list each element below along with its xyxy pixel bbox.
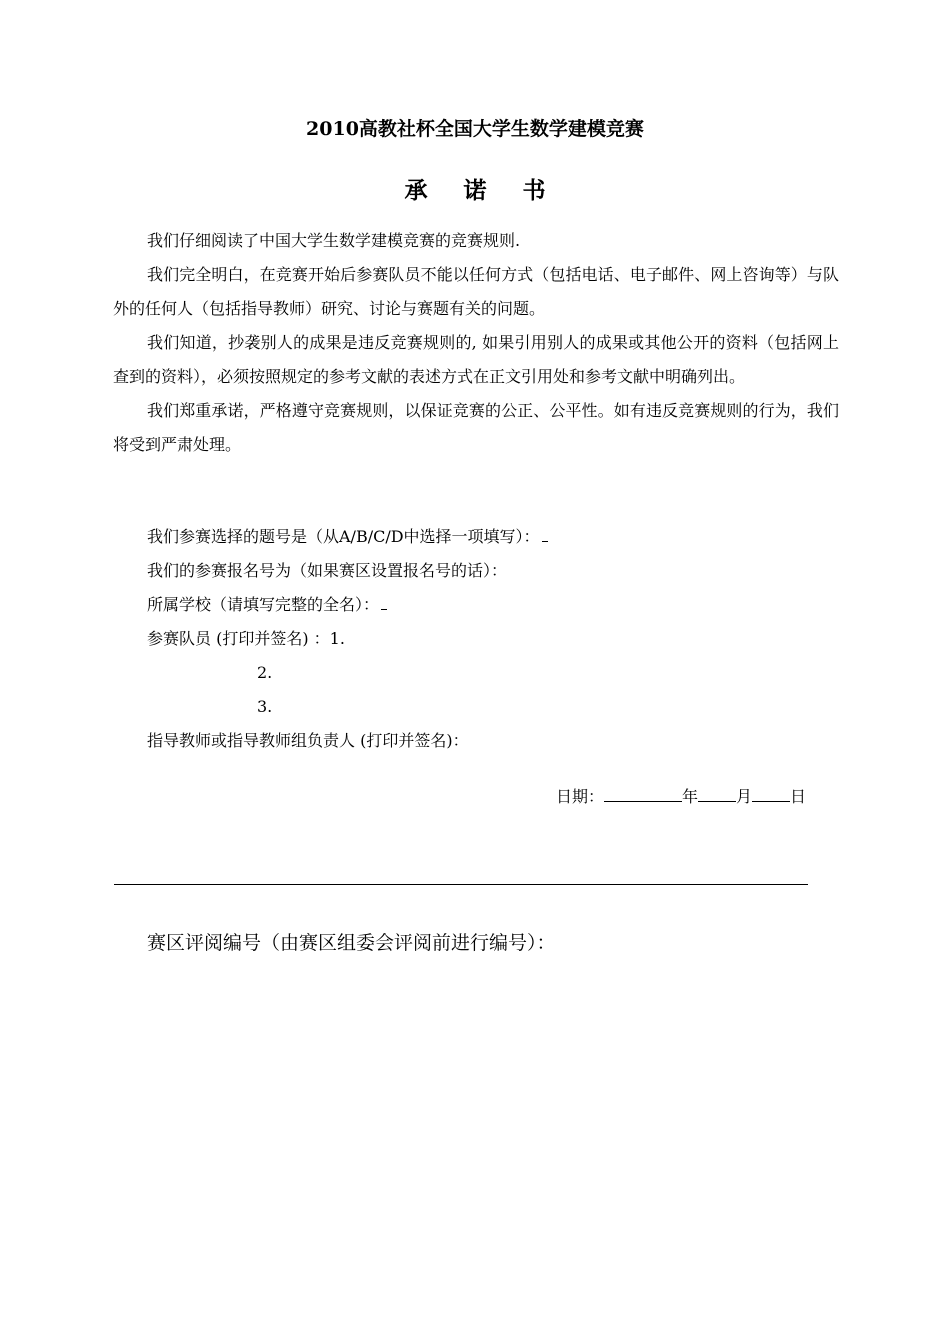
problem-choice-label: 我们参赛选择的题号是（从A/B/C/D中选择一项填写）： [147,527,540,546]
date-field [556,780,806,814]
school-blank[interactable] [381,591,387,610]
team-member-1 [147,622,548,656]
pledge-paragraph-1: 我们仔细阅读了中国大学生数学建模竞赛的竞赛规则. [147,231,521,250]
school-label: 所属学校（请填写完整的全名）： [147,595,380,614]
day-blank[interactable] [752,781,790,802]
year-label: 年 [682,787,699,806]
registration-number-field [147,554,548,588]
school-field [147,588,548,622]
review-number-label: 赛区评阅编号（由赛区组委会评阅前进行编号）： [147,932,556,954]
team-member-3 [147,690,548,724]
pledge-paragraph-2: 我们完全明白，在竞赛开始后参赛队员不能以任何方式（包括电话、电子邮件、网上咨询等）与队外的任何人（包括指导教师）研究、讨论与赛题有关的问题。 [113,265,839,318]
team-member-2 [147,656,548,690]
form-fields [147,520,548,758]
year-blank[interactable] [604,781,682,802]
day-label: 日 [790,787,807,806]
team-members-label: 参赛队员 (打印并签名) ：1. [147,629,345,648]
month-blank[interactable] [698,781,736,802]
advisor-label: 指导教师或指导教师组负责人 (打印并签名)： [147,731,469,750]
pledge-paragraph-3: 我们知道，抄袭别人的成果是违反竞赛规则的, 如果引用别人的成果或其他公开的资料（包括网上查到的资料），必须按照规定的参考文献的表述方式在正文引用处和参考文献中明确列出。 [113,333,839,386]
pledge-paragraph-4: 我们郑重承诺，严格遵守竞赛规则，以保证竞赛的公正、公平性。如有违反竞赛规则的行为，我们将受到严肃处理。 [113,401,839,454]
team-member-3-label: 3. [257,697,273,716]
registration-number-label: 我们的参赛报名号为（如果赛区设置报名号的话）： [147,561,508,580]
team-member-2-label: 2. [257,663,273,682]
pledge-body [113,224,839,462]
date-label: 日期： [556,787,605,806]
section-divider [114,884,808,885]
problem-choice-field [147,520,548,554]
page-subtitle: 承 诺 书 [404,177,560,204]
problem-choice-blank[interactable] [542,523,548,542]
review-number-field [147,926,556,960]
month-label: 月 [736,787,753,806]
page-title: 2010高教社杯全国大学生数学建模竞赛 [306,118,644,140]
advisor-field [147,724,548,758]
